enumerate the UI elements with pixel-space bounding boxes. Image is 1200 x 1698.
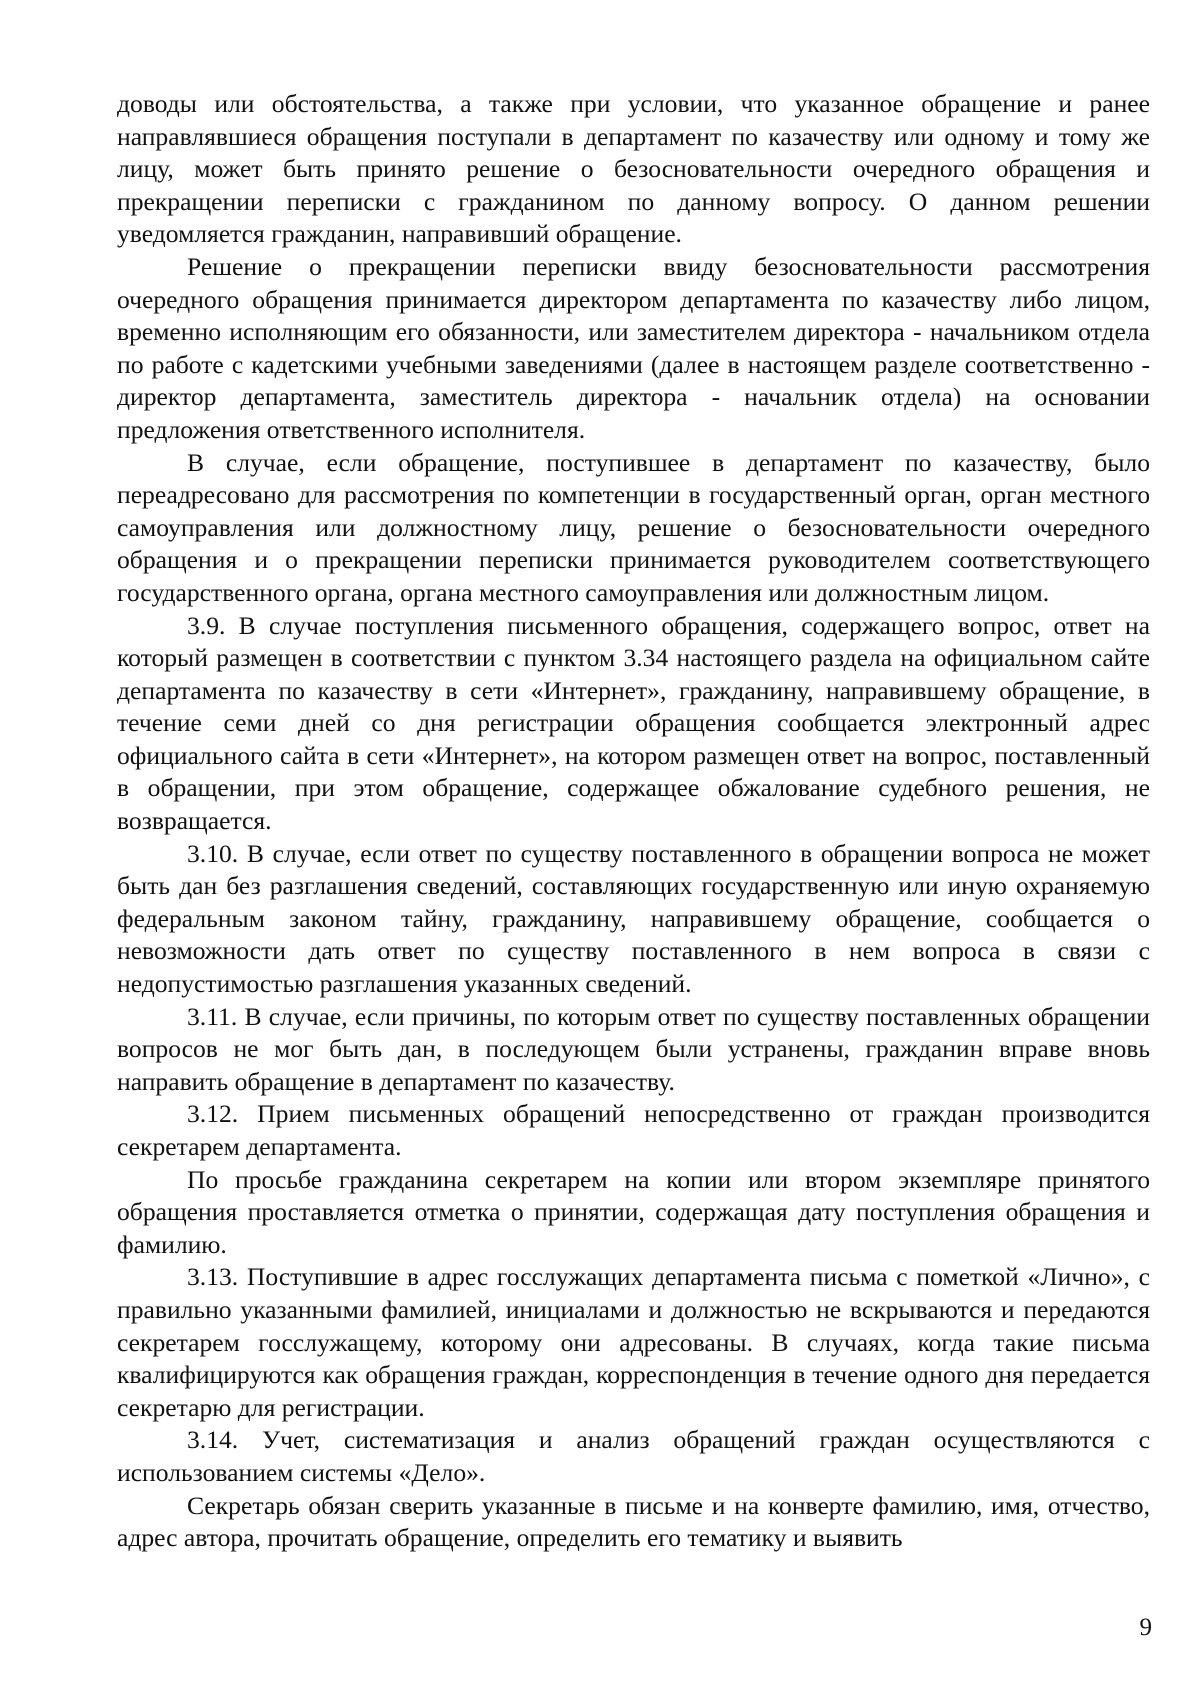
paragraph-secretary-duties: Секретарь обязан сверить указанные в письме и на конверте фамилию, имя, отчество, адрес автора, прочитать обращение, определить его тематику и выявить [117, 1490, 1150, 1553]
paragraph-3-12: 3.12. Прием письменных обращений непосредственно от граждан производится секретарем департамента. [117, 1099, 1150, 1161]
paragraph-continuation: доводы или обстоятельства, а также при условии, что указанное обращение и ранее направлявшиеся обращения поступали в департамент по казачеству или одному и тому же лицу, может быть принято решение о безосновательности очередного обращения и прекращении переписки с гражданином по данному вопросу. О данном решении уведомляется гражданин, направивший обращение. [117, 89, 1150, 249]
document-body [117, 88, 1150, 1555]
paragraph-readdressed-case: В случае, если обращение, поступившее в департамент по казачеству, было переадресовано для рассмотрения по компетенции в государственный орган, орган местного самоуправления или должностному лицу, решение о безосновательности очередного обращения и о прекращении переписки принимается руководителем соответствующего государственного органа, органа местного самоуправления или должностным лицом. [117, 447, 1150, 607]
paragraph-3-14: 3.14. Учет, систематизация и анализ обращений граждан осуществляются с использованием системы «Дело». [117, 1425, 1150, 1487]
paragraph-decision-termination: Решение о прекращении переписки ввиду безосновательности рассмотрения очередного обращения принимается директором департамента по казачеству либо лицом, временно исполняющим его обязанности, или заместителем директора - начальником отдела по работе с кадетскими учебными заведениями (далее в настоящем разделе соответственно - директор департамента, заместитель директора - начальник отдела) на основании предложения ответственного исполнителя. [117, 251, 1150, 444]
paragraph-3-11: 3.11. В случае, если причины, по которым ответ по существу поставленных обращении вопросов не мог быть дан, в последующем были устранены, гражданин вправе вновь направить обращение в департамент по казачеству. [117, 1001, 1150, 1096]
page-number: 9 [1139, 1614, 1152, 1641]
paragraph-secretary-mark: По просьбе гражданина секретарем на копии или втором экземпляре принятого обращения проставляется отметка о принятии, содержащая дату поступления обращения и фамилию. [117, 1164, 1150, 1259]
paragraph-3-13: 3.13. Поступившие в адрес госслужащих департамента письма с пометкой «Лично», с правильно указанными фамилией, инициалами и должностью не вскрываются и передаются секретарем госслужащему, которому они адресованы. В случаях, когда такие письма квалифицируются как обращения граждан, корреспонденция в течение одного дня передается секретарю для регистрации. [117, 1262, 1150, 1422]
paragraph-3-9: 3.9. В случае поступления письменного обращения, содержащего вопрос, ответ на который размещен в соответствии с пунктом 3.34 настоящего раздела на официальном сайте департамента по казачеству в сети «Интернет», гражданину, направившему обращение, в течение семи дней со дня регистрации обращения сообщается электронный адрес официального сайта в сети «Интернет», на котором размещен ответ на вопрос, поставленный в обращении, при этом обращение, содержащее обжалование судебного решения, не возвращается. [117, 610, 1150, 836]
paragraph-3-10: 3.10. В случае, если ответ по существу поставленного в обращении вопроса не может быть дан без разглашения сведений, составляющих государственную или иную охраняемую федеральным законом тайну, гражданину, направившему обращение, сообщается о невозможности дать ответ по существу поставленного в нем вопроса в связи с недопустимостью разглашения указанных сведений. [117, 838, 1150, 999]
